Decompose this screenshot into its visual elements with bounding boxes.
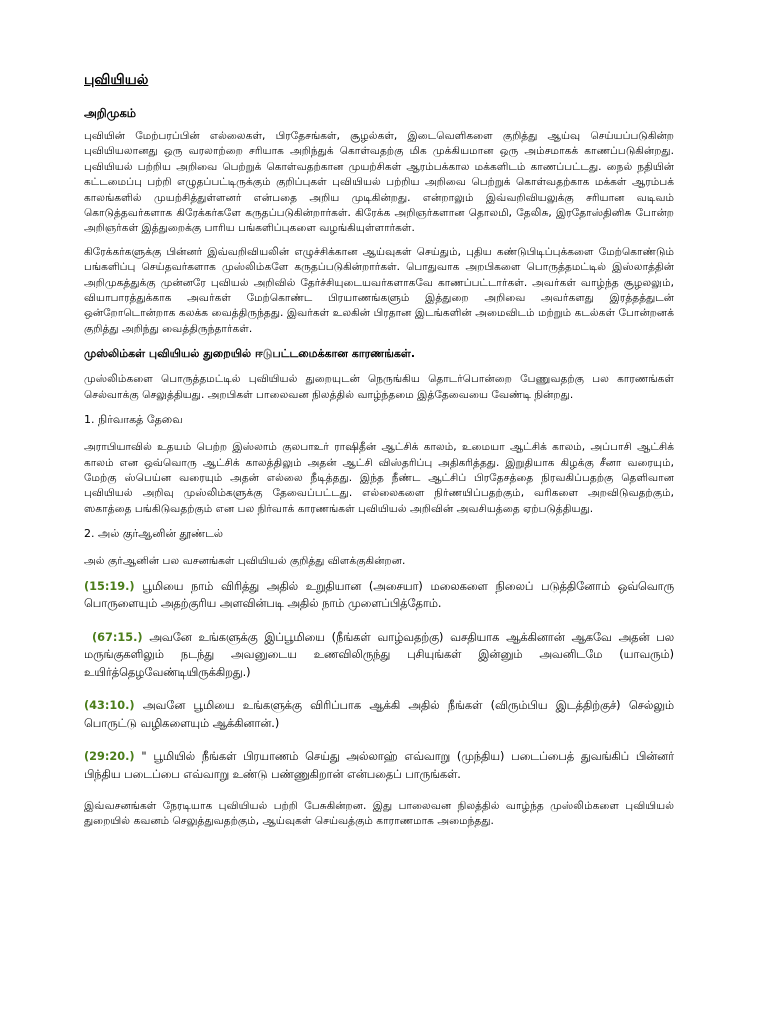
verse-ref: (43:10.) [84, 699, 135, 713]
point2-heading: 2. அல் குர்ஆனின் தூண்டல் [84, 527, 224, 541]
point2-paragraph: அல் குர்ஆனின் பல வசனங்கள் புவியியல் குறித்து விளக்குகின்றன. [84, 555, 406, 568]
verse-43-10 [84, 697, 674, 732]
document-title: புவியியல் [84, 72, 149, 88]
verse-text: " பூமியில் நீங்கள் பிரயாணம் செய்து அல்லாஹ் எவ்வாறு (முந்திய) படைப்பைத் துவங்கிப் பின்னர் பிந்திய படைப்பை எவ்வாறு உண்டு பண்ணுகிறான் என்பதைப் பாருங்கள். [84, 750, 674, 781]
point1-heading: 1. நிர்வாகத் தேவை [84, 413, 183, 427]
verse-ref: (29:20.) [84, 750, 135, 764]
closing-paragraph: இவ்வசனங்கள் நேரடியாக புவியியல் பற்றி பேசுகின்றன. இது பாலைவன நிலத்தில் வாழ்ந்த முஸ்லிம்களை புவியியல் துறையில் கவனம் செலுத்துவதற்கும், ஆய்வுகள் செய்வத்கும் காராணமாக அமைந்தது. [84, 800, 674, 828]
verse-29-20 [84, 748, 674, 783]
intro-paragraph-2: கிரேக்கர்களுக்கு பின்னர் இவ்வறிவியலின் எழுச்சிக்கான ஆய்வுகள் செய்தும், புதிய கண்டுபிடிப்புக்களை மேற்கொண்டும் பங்களிப்பு செய்தவர்களாக முஸ்லிம்களே கருதப்படுகின்றார்கள். பொதுவாக அறபிகளை பொருத்தமட்டில் இஸ்லாத்தின் அறிமுகத்துக்கு முன்னரே புவியல் அறிவில் தேர்ச்சியுடையவர்களாகவே காணப்பட்டார்கள். அவர்கள் வாழ்ந்த சூழலலும், வியாபாரத்துக்காக அவர்கள் மேற்கொண்ட பிரயாணங்களும் இத்துறை அறிவை அவர்களது இரத்தத்துடன் ஒன்றோடொன்றாக கலக்க வைத்திருந்தது. இவர்கள் உலகின் பிரதான இடங்களின் அமைவிடம் மற்றும் கடல்கள் போன்றனக் குறித்து அறிந்து வைத்திருந்தார்கள். [84, 245, 674, 335]
verse-text: பூமியை நாம் விரித்து அதில் உறுதியான (அசையா) மலைகளை நிலைப் படுத்தினோம் ஒவ்வொரு பொருளையும் அதற்குரிய அளவின்படி அதில் நாம் முளைப்பித்தோம். [84, 579, 674, 611]
point1-paragraph: அராபியாவில் உதயம் பெற்ற இஸ்லாம் குலபாஉர் ராஷிதீன் ஆட்சிக் காலம், உமையா ஆட்சிக் காலம், அப்பாசி ஆட்சிக் காலம் என ஒவ்வொரு ஆட்சிக் காலத்திலும் அதன் ஆட்சி விஸ்தரிப்பு அதிகரித்தது. இறுதியாக கிழக்கு சீனா வரையும், மேற்கு ஸ்பெய்ன வரையும் அதன் எல்லை நீடித்தது. இந்த நீண்ட ஆட்சிப் பிரதேசத்தை நிரவகிப்பதற்கு தெளிவான புவியியல் அறிவு முஸ்லிம்களுக்கு தேவைப்பட்டது. எல்லைகளை நிர்ணயிப்பதற்கும், வரிகளை அறவிடுவதற்கும், ஸகாத்தை பங்கிடுவதற்கும் என பல நிர்வாக் காரணங்கள் புவியியல் அறிவின் அவசியத்தை ஏற்படுத்தியது. [84, 441, 674, 515]
verse-15-19 [84, 578, 674, 613]
verse-text: அவனே பூமியை உங்களுக்கு விரிப்பாக ஆக்கி அதில் நீங்கள் (விரும்பிய இடத்திற்குச்) செல்லும் பொருட்டு வழிகளையும் ஆக்கினான்.) [84, 699, 674, 730]
verse-ref: (15:19.) [84, 579, 135, 593]
reasons-paragraph: முஸ்லிம்களை பொருத்தமட்டில் புவியியல் துறையுடன் நெருங்கிய தொடர்பொன்றை பேணுவதற்கு பல காரணங்கள் செல்வாக்கு செலுத்தியது. அறபிகள் பாலைவன நிலத்தில் வாழ்ந்தமை இத்தேவையை வேண்டி நின்றது. [84, 373, 674, 401]
verse-text: அவனே உங்களுக்கு இப்பூமியை (நீங்கள் வாழ்வதற்கு) வசதியாக ஆக்கினான் ஆகவே அதன் பல மருங்குகளிலும் நடந்து அவனுடைய உணவிலிருந்து புசியுங்கள் இன்னும் அவனிடமே (யாவரும்) உயிர்த்தெழவேண்டியிருக்கிறது.) [84, 630, 674, 679]
verse-67-15 [84, 629, 674, 682]
intro-heading: அறிமுகம் [84, 106, 137, 120]
reasons-heading: முஸ்லிம்கள் புவியியல் துறையில் ஈடுபட்டமைக்கான காரணங்கள். [84, 347, 416, 361]
intro-paragraph-1: புவியின் மேற்பரப்பின் எல்லைகள், பிரதேசங்கள், சூழல்கள், இடைவெளிகளை குறித்து ஆய்வு செய்யப்படுகின்ற புவியியலானது ஒரு வரலாற்றை சரியாக அறிந்துக் கொள்வதற்கு மிக முக்கியமான ஒரு அம்சமாகக் காணப்படுகின்றது. புவியியல் பற்றிய அறிவை பெற்றுக் கொள்வதற்கான முயற்சிகள் ஆரம்பக்கால மக்களிடம் காணப்பட்டது. நைல் நதியின் கட்டமைப்பு பற்றி எழுதப்பட்டிருக்கும் குறிப்புகள் புவியியல் பற்றிய அறிவை பெற்றுக் கொள்வதற்காக மக்கள் ஆரம்பக் காலங்களில் முயற்சித்துள்ளனர் என்பதை அறிய முடிகின்றது. என்றாலும் இவ்வறிவியலுக்கு சரியான வடிவம் கொடுத்தவர்களாக கிரேக்கர்களே கருதப்படுகின்றார்கள். கிரேக்க அறிஞர்களான தொலமி, தேலிசு, இரதோஸ்தினிசு போன்ற அறிஞர்கள் இத்துறைக்கு பாரிய பங்களிப்புகளை வழங்கியுள்ளார்கள். [84, 130, 674, 235]
verse-ref: (67:15.) [92, 630, 143, 644]
